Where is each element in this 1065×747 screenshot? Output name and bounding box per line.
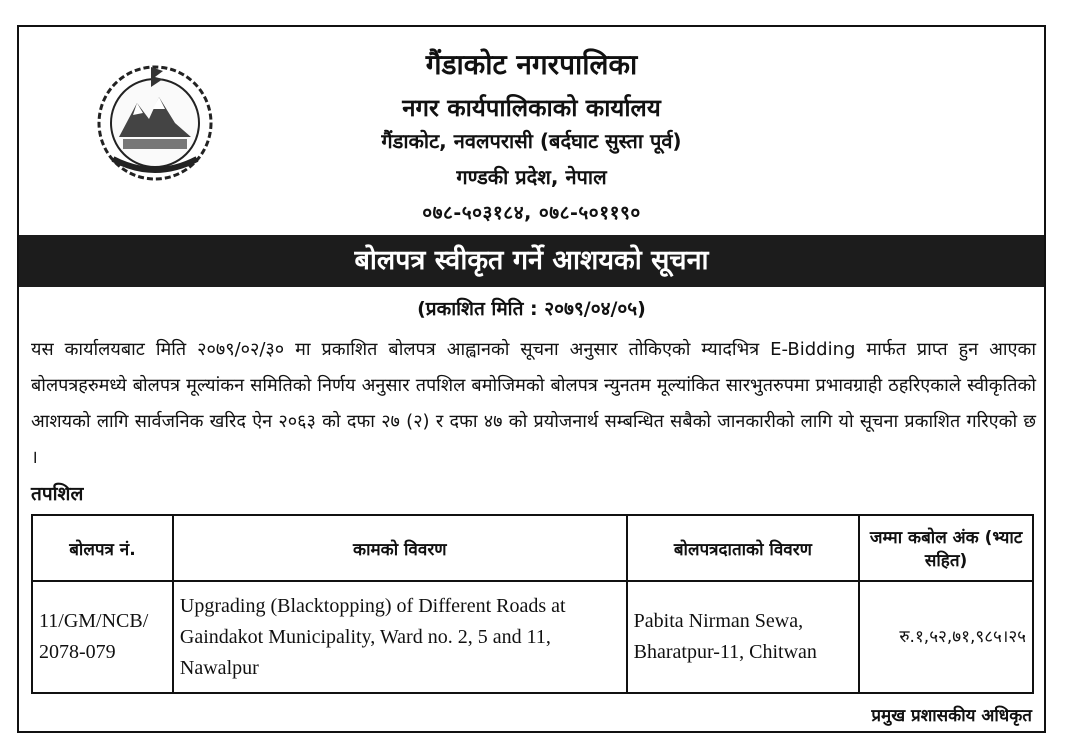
province-country: गण्डकी प्रदेश, नेपाल bbox=[456, 165, 607, 189]
office-name: नगर कार्यपालिकाको कार्यालय bbox=[402, 94, 661, 122]
bid-no-cell: 11/GM/NCB/ 2078-079 bbox=[32, 581, 173, 693]
notice-page bbox=[17, 25, 1046, 733]
signatory-title: प्रमुख प्रशासकीय अधिकृत bbox=[871, 706, 1032, 726]
bid-details-table bbox=[31, 514, 1034, 694]
col-bidder-details: बोलपत्रदाताको विवरण bbox=[627, 515, 860, 581]
letterhead bbox=[19, 27, 1044, 235]
details-heading: तपशिल bbox=[31, 483, 84, 505]
col-total-amount: जम्मा कबोल अंक (भ्याट सहित) bbox=[859, 515, 1033, 581]
notice-paragraph: यस कार्यालयबाट मिति २०७९/०२/३० मा प्रकाशित बोलपत्र आह्वानको सूचना अनुसार तोकिएको म्यादभित्र E-Bidding मार्फत प्राप्त हुन आएका बोलपत्रहरुमध्ये बोलपत्र मूल्यांकन समितिको निर्णय अनुसार तपशिल बमोजिमको बोलपत्र न्युनतम मूल्यांकित सारभुतरुपमा प्रभावग्राही ठहरिएकाले स्वीकृतिको आशयको लागि सार्वजनिक खरिद ऐन २०६३ को दफा २७ (२) र दफा ४७ को प्रयोजनार्थ सम्बन्धित सबैको जानकारीको लागि यो सूचना प्रकाशित गरिएको छ । bbox=[31, 339, 1036, 468]
table-row bbox=[32, 581, 1033, 693]
amount-cell: रु.१,५२,७१,९८५।२५ bbox=[859, 581, 1033, 693]
publication-date: (प्रकाशित मिति : २०७९/०४/०५) bbox=[417, 298, 646, 320]
col-bid-no: बोलपत्र नं. bbox=[32, 515, 173, 581]
table-header-row bbox=[32, 515, 1033, 581]
phone-numbers: ०७८-५०३१८४, ०७८-५०११९० bbox=[422, 202, 641, 224]
notice-title-banner: बोलपत्र स्वीकृत गर्ने आशयको सूचना bbox=[19, 235, 1044, 287]
bidder-cell: Pabita Nirman Sewa, Bharatpur-11, Chitwan bbox=[627, 581, 860, 693]
work-description-cell: Upgrading (Blacktopping) of Different Roads at Gaindakot Municipality, Ward no. 2, 5 and 11, Nawalpur bbox=[173, 581, 627, 693]
office-address: गैंडाकोट, नवलपरासी (बर्दघाट सुस्ता पूर्व) bbox=[381, 129, 682, 153]
municipality-name: गैंडाकोट नगरपालिका bbox=[425, 48, 638, 81]
col-work-description: कामको विवरण bbox=[173, 515, 627, 581]
